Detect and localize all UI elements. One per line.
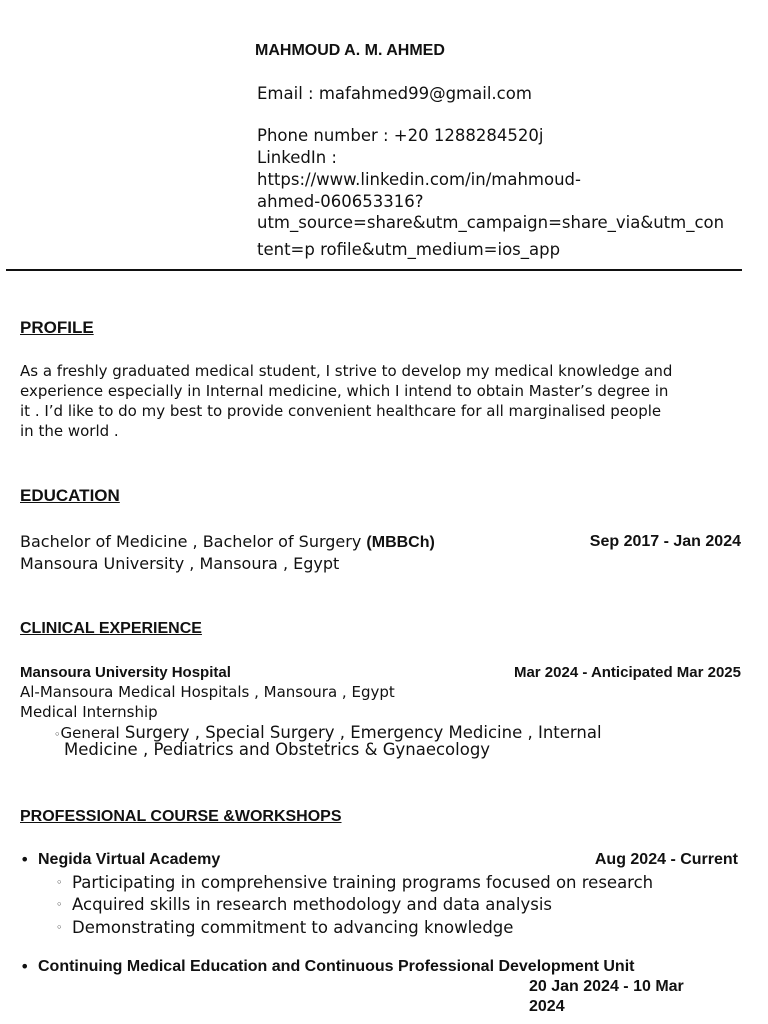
degree-abbreviation: (MBBCh): [366, 534, 435, 551]
education-heading: EDUCATION: [20, 486, 120, 505]
linkedin-url-line[interactable]: ahmed-060653316?: [257, 192, 424, 211]
bullet-marker: ◦: [54, 728, 61, 741]
phone-line: Phone number : +20 1288284520j: [257, 126, 544, 145]
course-item: Participating in comprehensive training programs focused on research: [72, 873, 654, 892]
profile-line: experience especially in Internal medicine, which I intend to obtain Master’s degree in: [20, 382, 669, 400]
education-dates: Sep 2017 - Jan 2024: [589, 533, 741, 550]
course-title: Negida Virtual Academy: [38, 851, 221, 868]
bullet-marker: ◦: [56, 876, 63, 889]
clinical-organization: Mansoura University Hospital: [20, 664, 231, 681]
degree-line: [20, 531, 435, 553]
profile-line: in the world .: [20, 422, 119, 440]
header-divider: [6, 269, 742, 271]
course-item: Acquired skills in research methodology and data analysis: [72, 895, 553, 914]
linkedin-url-line[interactable]: https://www.linkedin.com/in/mahmoud-: [257, 170, 581, 189]
linkedin-url-line[interactable]: utm_source=share&utm_campaign=share_via&utm_con: [257, 213, 725, 232]
bullet-marker: •: [20, 850, 30, 869]
clinical-item-prefix: General: [60, 724, 120, 742]
course-title: Continuing Medical Education and Continuous Professional Development Unit: [38, 958, 635, 975]
education-institution: Mansoura University , Mansoura , Egypt: [20, 554, 340, 573]
clinical-role: Medical Internship: [20, 703, 158, 721]
candidate-name: MAHMOUD A. M. AHMED: [255, 42, 445, 59]
email-line: Email : mafahmed99@gmail.com: [257, 84, 532, 103]
bullet-marker: ◦: [56, 921, 63, 934]
clinical-item-text-cont: Medicine , Pediatrics and Obstetrics & Gynaecology: [64, 740, 491, 759]
courses-heading: PROFESSIONAL COURSE &WORKSHOPS: [20, 808, 342, 825]
profile-line: it . I’d like to do my best to provide convenient healthcare for all marginalised people: [20, 402, 662, 420]
bullet-marker: •: [20, 957, 30, 976]
bullet-marker: ◦: [56, 898, 63, 911]
course-item: Demonstrating commitment to advancing knowledge: [72, 918, 514, 937]
clinical-dates: Mar 2024 - Anticipated Mar 2025: [513, 664, 741, 681]
course-dates-cont: 2024: [529, 998, 565, 1015]
clinical-location: Al-Mansoura Medical Hospitals , Mansoura , Egypt: [20, 683, 395, 701]
profile-line: As a freshly graduated medical student, I strive to develop my medical knowledge and: [20, 362, 673, 380]
degree-name: Bachelor of Medicine , Bachelor of Surgery: [20, 532, 367, 551]
clinical-heading: CLINICAL EXPERIENCE: [20, 620, 202, 637]
linkedin-url-line[interactable]: tent=p rofile&utm_medium=ios_app: [257, 240, 561, 259]
linkedin-label: LinkedIn :: [257, 148, 337, 167]
course-dates: 20 Jan 2024 - 10 Mar: [529, 978, 684, 995]
profile-heading: PROFILE: [20, 318, 94, 337]
course-dates: Aug 2024 - Current: [594, 851, 738, 868]
clinical-item-text: Surgery , Special Surgery , Emergency Medicine , Internal: [119, 723, 602, 742]
